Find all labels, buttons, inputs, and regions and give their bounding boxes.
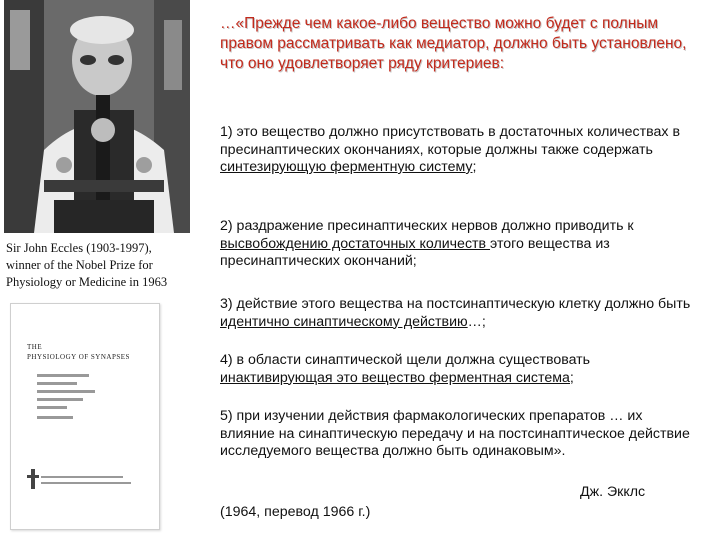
eccles-quote: …«Прежде чем какое-либо вещество можно будет с полным правом рассматривать как медиатор, должно быть установлено, что оно удовлетворяет ряду критериев:	[220, 15, 687, 72]
criterion-text: этого вещества из пресинаптических окончаний;	[220, 235, 610, 269]
criterion-text: 2) раздражение пресинаптических нервов должно приводить к	[220, 218, 634, 234]
book-cover	[10, 303, 160, 530]
book-author-line	[37, 390, 95, 393]
book-author-line	[37, 374, 89, 377]
criterion-text: ;	[472, 159, 477, 175]
criterion-3	[220, 296, 700, 331]
publication-year: (1964, перевод 1966 г.)	[220, 504, 371, 520]
criterion-2	[220, 218, 700, 271]
criterion-underlined: идентично синаптическому действию	[220, 313, 468, 330]
caption-line: Physiology or Medicine in 1963	[6, 275, 168, 289]
publisher-emblem-icon	[27, 469, 39, 489]
criterion-1	[220, 124, 700, 177]
criterion-text: …;	[467, 313, 486, 330]
criterion-5: 5) при изучении действия фармакологических препаратов … их влияние на синаптическую передачу и на постсинаптическое действие исследуемого вещества должно быть одинаковым».	[220, 408, 690, 459]
book-author-line	[37, 398, 83, 401]
book-publisher-line	[41, 476, 123, 478]
book-author-line	[37, 382, 77, 385]
criterion-text: 4) в области синаптической щели должна существовать	[220, 352, 591, 368]
book-publisher-line	[41, 482, 131, 484]
book-title-line: THE	[27, 343, 43, 351]
criterion-4	[220, 352, 700, 387]
quote-author: Дж. Экклс	[580, 484, 646, 500]
book-title	[27, 342, 147, 362]
criterion-underlined: высвобождению достаточных количеств	[220, 235, 491, 252]
caption-line: winner of the Nobel Prize for	[6, 258, 153, 272]
book-author-line	[37, 416, 73, 419]
criterion-underlined: инактивирующая это вещество ферментная система;	[220, 369, 574, 386]
book-author-line	[37, 406, 67, 409]
criterion-text: 3) действие этого вещества на постсинаптическую клетку должно быть	[220, 296, 691, 312]
caption-line: Sir John Eccles (1903-1997),	[6, 241, 152, 255]
criterion-text: 1) это вещество должно присутствовать в достаточных количествах в пресинаптических окончаниях, которые должны также содержать	[220, 124, 680, 158]
eccles-photo	[4, 0, 190, 233]
book-title-line: PHYSIOLOGY OF SYNAPSES	[27, 353, 130, 361]
photo-caption	[6, 240, 206, 291]
criterion-underlined: синтезирующую ферментную систему	[220, 159, 473, 175]
